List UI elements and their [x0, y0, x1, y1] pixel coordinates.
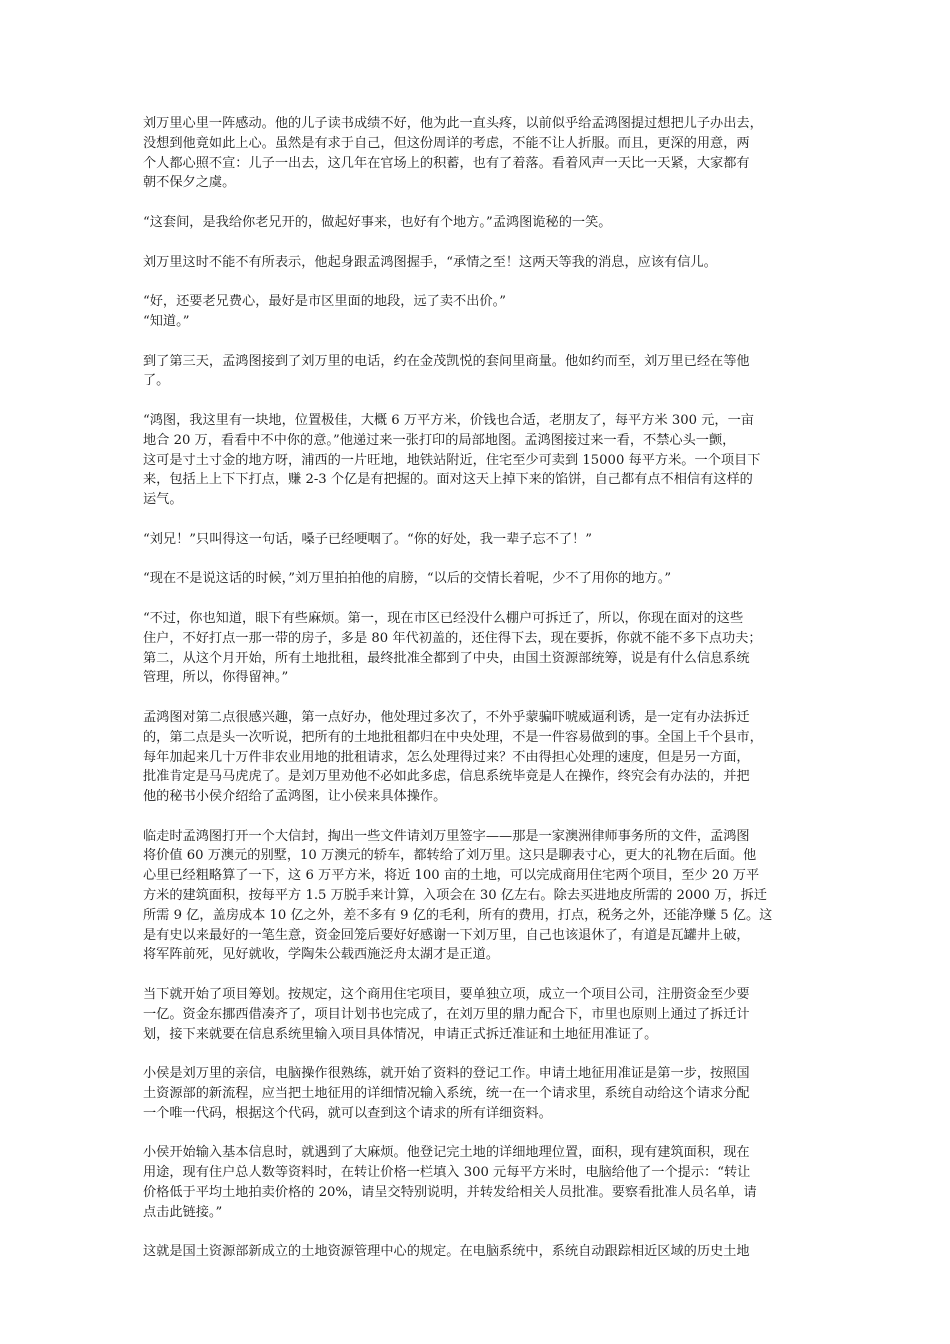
- paragraph: “不过，你也知道，眼下有些麻烦。第一，现在市区已经没什么棚户可拆迁了，所以，你现在面对的这些 住户，不好打点一那一带的房子，多是 80 年代初盖的，还住得下去，现在要拆，你就不能不多下点功夫； 第二，从这个月开始，所有土地批租，最终批准全都到了中央，由国土资源部统筹，说是有什么信息系统 管理，所以，你得留神。”: [143, 610, 762, 686]
- document-body: [143, 114, 813, 1262]
- paragraph: 孟鸿图对第二点很感兴趣，第一点好办，他处理过多次了，不外乎蒙骗吓唬威逼利诱，是一定有办法拆迁 的，第二点是头一次听说，把所有的土地批租都归在中央处理，不是一件容易做到的事。全国上千个县市， 每年加起来几十万件非农业用地的批租请求，怎么处理得过来？不由得担心处理的速度，但是另一方面， 批准肯定是马马虎虎了。是刘万里劝他不必如此多虑，信息系统毕竟是人在操作，终究会有办法的，并把 他的秘书小侯介绍给了孟鸿图，让小侯来具体操作。: [143, 709, 763, 805]
- paragraph: 到了第三天，孟鸿图接到了刘万里的电话，约在金茂凯悦的套间里商量。他如约而至，刘万里已经在等他 了。: [143, 353, 750, 389]
- paragraph: 当下就开始了项目筹划。按规定，这个商用住宅项目，要单独立项，成立一个项目公司，注册资金至少要 一亿。资金东挪西借凑齐了，项目计划书也完成了，在刘万里的鼎力配合下，市里也原则上通过了拆迁计 划，接下来就要在信息系统里输入项目具体情况，申请正式拆迁准证和土地征用准证了。: [143, 987, 750, 1042]
- paragraph: “好，还要老兄费心，最好是市区里面的地段，远了卖不出价。”: [143, 294, 506, 310]
- paragraph: 小侯是刘万里的亲信，电脑操作很熟练，就开始了资料的登记工作。申请土地征用准证是第一步，按照国 土资源部的新流程，应当把土地征用的详细情况输入系统，统一在一个请求里，系统自动给这个请求分配 一个唯一代码，根据这个代码，就可以查到这个请求的所有详细资料。: [143, 1066, 750, 1121]
- paragraph: “刘兄！”只叫得这一句话，嗓子已经哽咽了。“你的好处，我一辈子忘不了！”: [143, 531, 592, 547]
- paragraph: 小侯开始输入基本信息时，就遇到了大麻烦。他登记完土地的详细地理位置，面积，现有建筑面积，现在 用途，现有住户总人数等资料时，在转让价格一栏填入 300 元每平方米时，电脑给他了一个提示：“转让 价格低于平均土地拍卖价格的 20%，请呈交特别说明，并转发给相关人员批准。要察看批准人员名单，请 点击此链接。”: [143, 1145, 757, 1220]
- paragraph: “这套间，是我给你老兄开的，做起好事来，也好有个地方。”孟鸿图诡秘的一笑。: [143, 214, 612, 230]
- paragraph: 刘万里心里一阵感动。他的儿子读书成绩不好，他为此一直头疼，以前似乎给孟鸿图提过想把儿子办出去， 没想到他竟如此上心。虽然是有求于自己，但这份周详的考虑，不能不让人折服。而且，更深的用意，两 个人都心照不宣：儿子一出去，这几年在官场上的积蓄，也有了着落。看着风声一天比一天紧，大家都有 朝不保夕之虞。: [143, 116, 763, 191]
- paragraph: “现在不是说这话的时候，”刘万里拍拍他的肩膀，“以后的交情长着呢，少不了用你的地方。”: [143, 571, 672, 587]
- paragraph: 刘万里这时不能不有所表示，他起身跟孟鸿图握手，“承情之至！这两天等我的消息，应该有信儿。: [143, 254, 717, 270]
- paragraph: 这就是国土资源部新成立的土地资源管理中心的规定。在电脑系统中，系统自动跟踪相近区域的历史土地: [143, 1244, 750, 1260]
- paragraph: “鸿图，我这里有一块地，位置极佳，大概 6 万平方米，价钱也合适，老朋友了，每平方米 300 元，一亩 地合 20 万，看看中不中你的意。”他递过来一张打印的局部地图。孟鸿图接过来一看，不禁心头一颤， 这可是寸土寸金的地方呀，浦西的一片旺地，地铁站附近，住宅至少可卖到 15000 每平方米。一个项目下 来，包括上上下下打点，赚 2-3 个亿是有把握的。面对这天上掉下来的馅饼，自己都有点不相信有这样的 运气。: [143, 412, 761, 508]
- paragraph: 临走时孟鸿图打开一个大信封，掏出一些文件请刘万里签字——那是一家澳洲律师事务所的文件，孟鸿图 将价值 60 万澳元的别墅，10 万澳元的轿车，都转给了刘万里。这只是聊表寸心，更大的礼物在后面。他 心里已经粗略算了一下，这 6 万平方米，将近 100 亩的土地，可以完成商用住宅两个项目，至少 20 万平 方米的建筑面积，按每平方 1.5 万脱手来计算，入项会在 30 亿左右。除去买进地皮所需的 2000 万，拆迁 所需 9 亿，盖房成本 10 亿之外，差不多有 9 亿的毛利，所有的费用，打点，税务之外，还能净赚 5 亿。这 是有史以来最好的一笔生意，资金回笼后要好好感谢一下刘万里，自己也该退休了，有道是瓦罐井上破， 将军阵前死，见好就收，学陶朱公载西施泛舟太湖才是正道。: [143, 828, 773, 963]
- paragraph: “知道。”: [143, 313, 190, 329]
